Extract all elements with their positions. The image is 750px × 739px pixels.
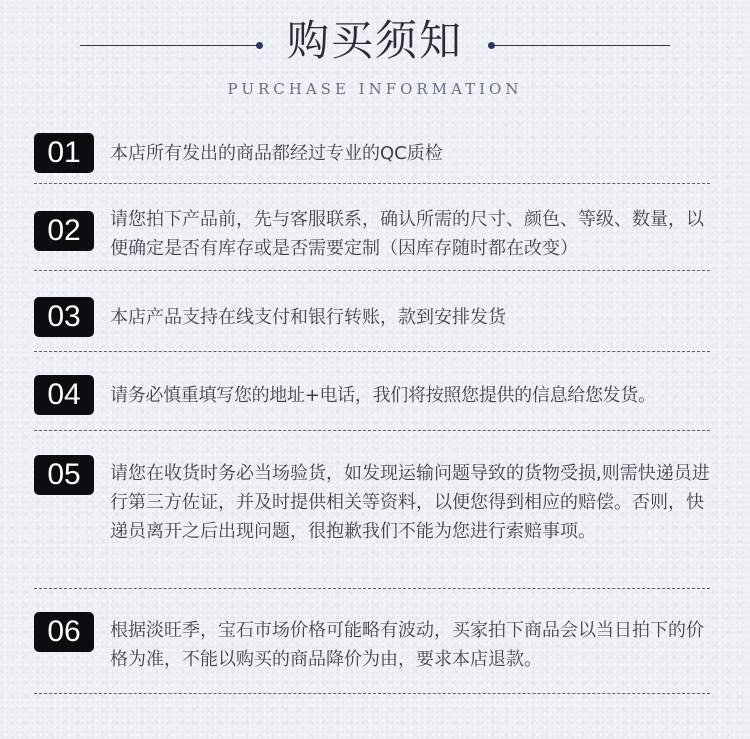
dashed-divider [34, 693, 710, 694]
item-number-badge: 04 [34, 375, 94, 415]
item-number-badge: 06 [34, 612, 94, 652]
dashed-divider [34, 430, 710, 431]
dashed-divider [34, 270, 710, 271]
item-text: 请务必慎重填写您的地址+电话，我们将按照您提供的信息给您发货。 [110, 385, 656, 406]
item-number-badge: 03 [34, 297, 94, 337]
dashed-divider [34, 183, 710, 184]
dashed-divider [34, 351, 710, 352]
item-number-badge: 05 [34, 455, 94, 495]
title-decoration-line-right [492, 45, 670, 46]
dashed-divider [34, 588, 710, 589]
item-text: 本店所有发出的商品都经过专业的QC质检 [110, 143, 443, 164]
item-text: 请您在收货时务必当场验货，如发现运输问题导致的货物受损,则需快递员进行第三方佐证，并及时提供相关等资料，以便您得到相应的赔偿。否则，快递员离开之后出现问题，很抱歉我们不能为您进行索赔事项。 [110, 463, 710, 542]
item-text: 本店产品支持在线支付和银行转账，款到安排发货 [110, 307, 506, 328]
item-text: 请您拍下产品前，先与客服联系，确认所需的尺寸、颜色、等级、数量，以便确定是否有库存或是否需要定制（因库存随时都在改变） [110, 209, 704, 259]
item-number-badge: 01 [34, 133, 94, 173]
page-subtitle: PURCHASE INFORMATION [227, 80, 523, 98]
page-header [0, 0, 750, 105]
page-title: 购买须知 [286, 16, 463, 65]
item-number-badge: 02 [34, 211, 94, 251]
item-text: 根据淡旺季，宝石市场价格可能略有波动，买家拍下商品会以当日拍下的价格为准，不能以购买的商品降价为由，要求本店退款。 [110, 620, 704, 670]
